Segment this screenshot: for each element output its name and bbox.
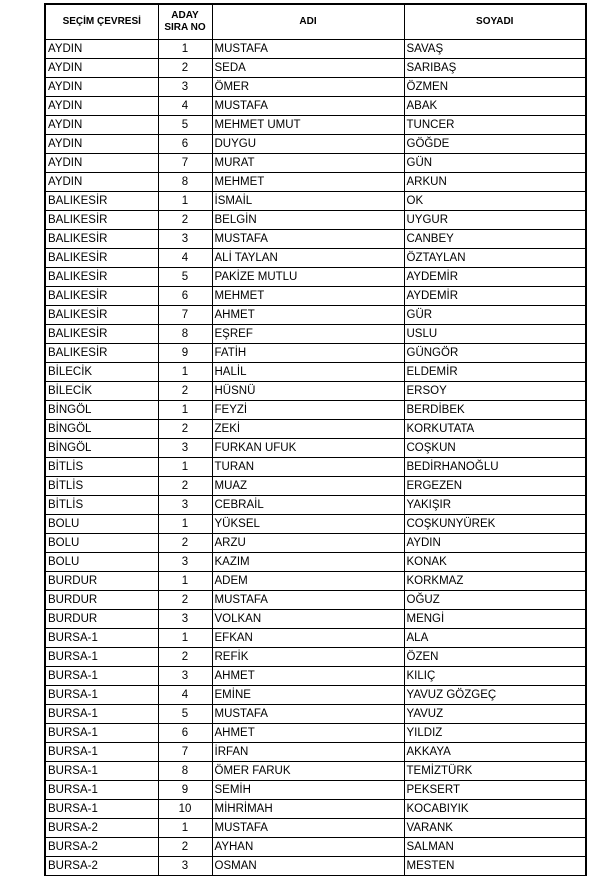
table-row (45, 325, 586, 344)
last-name-cell: COŞKUNYÜREK (404, 515, 586, 534)
order-number-cell: 5 (158, 116, 212, 135)
order-number-cell: 1 (158, 458, 212, 477)
order-number-cell: 10 (158, 800, 212, 819)
district-cell: AYDIN (45, 135, 158, 154)
last-name-cell: UYGUR (404, 211, 586, 230)
district-cell: AYDIN (45, 154, 158, 173)
table-row (45, 724, 586, 743)
first-name-cell: FATİH (212, 344, 404, 363)
district-cell: BURDUR (45, 610, 158, 629)
order-number-cell: 4 (158, 686, 212, 705)
table-row (45, 268, 586, 287)
candidate-table (44, 3, 587, 876)
order-number-cell: 3 (158, 553, 212, 572)
table-row (45, 211, 586, 230)
order-number-cell: 4 (158, 97, 212, 116)
table-row (45, 534, 586, 553)
table-row (45, 287, 586, 306)
first-name-cell: MUAZ (212, 477, 404, 496)
last-name-cell: AKKAYA (404, 743, 586, 762)
district-cell: BURSA-2 (45, 819, 158, 838)
first-name-cell: TURAN (212, 458, 404, 477)
first-name-cell: FEYZİ (212, 401, 404, 420)
table-row (45, 515, 586, 534)
order-number-cell: 1 (158, 40, 212, 59)
order-number-cell: 1 (158, 192, 212, 211)
last-name-cell: YAVUZ GÖZGEÇ (404, 686, 586, 705)
order-number-cell: 3 (158, 857, 212, 876)
last-name-cell: OK (404, 192, 586, 211)
district-cell: AYDIN (45, 59, 158, 78)
district-cell: BİTLİS (45, 496, 158, 515)
order-number-cell: 8 (158, 325, 212, 344)
district-cell: AYDIN (45, 78, 158, 97)
order-number-cell: 6 (158, 287, 212, 306)
order-number-cell: 1 (158, 363, 212, 382)
first-name-cell: AHMET (212, 306, 404, 325)
last-name-cell: COŞKUN (404, 439, 586, 458)
last-name-cell: KONAK (404, 553, 586, 572)
last-name-cell: AYDIN (404, 534, 586, 553)
last-name-cell: ELDEMİR (404, 363, 586, 382)
last-name-cell: AYDEMİR (404, 287, 586, 306)
last-name-cell: MENGİ (404, 610, 586, 629)
table-row (45, 401, 586, 420)
first-name-cell: BELGİN (212, 211, 404, 230)
district-cell: BURSA-1 (45, 762, 158, 781)
first-name-cell: MUSTAFA (212, 97, 404, 116)
table-row (45, 591, 586, 610)
table-row (45, 420, 586, 439)
first-name-cell: MURAT (212, 154, 404, 173)
district-cell: BİTLİS (45, 458, 158, 477)
last-name-cell: ERGEZEN (404, 477, 586, 496)
table-row (45, 230, 586, 249)
first-name-cell: MİHRİMAH (212, 800, 404, 819)
first-name-cell: MUSTAFA (212, 705, 404, 724)
first-name-cell: ADEM (212, 572, 404, 591)
last-name-cell: ÖZTAYLAN (404, 249, 586, 268)
order-number-cell: 1 (158, 819, 212, 838)
header-order-number (158, 4, 212, 40)
first-name-cell: ARZU (212, 534, 404, 553)
order-number-cell: 2 (158, 382, 212, 401)
district-cell: BURSA-1 (45, 800, 158, 819)
header-row (45, 4, 586, 40)
table-body (45, 40, 586, 876)
last-name-cell: KOCABIYIK (404, 800, 586, 819)
table-row (45, 743, 586, 762)
last-name-cell: KORKMAZ (404, 572, 586, 591)
district-cell: BURSA-1 (45, 648, 158, 667)
last-name-cell: OĞUZ (404, 591, 586, 610)
order-number-cell: 3 (158, 667, 212, 686)
table-header (45, 4, 586, 40)
last-name-cell: KILIÇ (404, 667, 586, 686)
district-cell: BİNGÖL (45, 439, 158, 458)
first-name-cell: AHMET (212, 667, 404, 686)
table-row (45, 59, 586, 78)
order-number-cell: 2 (158, 477, 212, 496)
first-name-cell: MUSTAFA (212, 230, 404, 249)
first-name-cell: YÜKSEL (212, 515, 404, 534)
district-cell: BOLU (45, 534, 158, 553)
district-cell: AYDIN (45, 40, 158, 59)
district-cell: BALIKESİR (45, 287, 158, 306)
last-name-cell: BERDİBEK (404, 401, 586, 420)
district-cell: BURDUR (45, 591, 158, 610)
district-cell: BALIKESİR (45, 249, 158, 268)
table-row (45, 40, 586, 59)
district-cell: BURSA-1 (45, 629, 158, 648)
district-cell: BURSA-1 (45, 705, 158, 724)
first-name-cell: ÖMER FARUK (212, 762, 404, 781)
table-row (45, 97, 586, 116)
last-name-cell: VARANK (404, 819, 586, 838)
last-name-cell: TEMİZTÜRK (404, 762, 586, 781)
district-cell: BALIKESİR (45, 344, 158, 363)
table-row (45, 78, 586, 97)
last-name-cell: CANBEY (404, 230, 586, 249)
district-cell: BALIKESİR (45, 192, 158, 211)
order-number-cell: 3 (158, 610, 212, 629)
table-row (45, 629, 586, 648)
first-name-cell: HALİL (212, 363, 404, 382)
order-number-cell: 1 (158, 629, 212, 648)
first-name-cell: ZEKİ (212, 420, 404, 439)
last-name-cell: YAKIŞIR (404, 496, 586, 515)
first-name-cell: VOLKAN (212, 610, 404, 629)
order-number-cell: 7 (158, 306, 212, 325)
table-row (45, 781, 586, 800)
first-name-cell: İRFAN (212, 743, 404, 762)
order-number-cell: 2 (158, 211, 212, 230)
table-row (45, 306, 586, 325)
last-name-cell: SALMAN (404, 838, 586, 857)
order-number-cell: 7 (158, 154, 212, 173)
last-name-cell: YAVUZ (404, 705, 586, 724)
first-name-cell: SEDA (212, 59, 404, 78)
order-number-cell: 6 (158, 135, 212, 154)
first-name-cell: ÖMER (212, 78, 404, 97)
district-cell: BALIKESİR (45, 268, 158, 287)
table-row (45, 648, 586, 667)
table-row (45, 553, 586, 572)
order-number-cell: 8 (158, 762, 212, 781)
first-name-cell: EŞREF (212, 325, 404, 344)
table-row (45, 192, 586, 211)
district-cell: AYDIN (45, 173, 158, 192)
district-cell: BOLU (45, 553, 158, 572)
first-name-cell: ALİ TAYLAN (212, 249, 404, 268)
first-name-cell: MUSTAFA (212, 40, 404, 59)
district-cell: BURDUR (45, 572, 158, 591)
table-row (45, 838, 586, 857)
first-name-cell: EMİNE (212, 686, 404, 705)
first-name-cell: AYHAN (212, 838, 404, 857)
last-name-cell: YILDIZ (404, 724, 586, 743)
last-name-cell: ERSOY (404, 382, 586, 401)
district-cell: BURSA-2 (45, 857, 158, 876)
last-name-cell: GÖĞDE (404, 135, 586, 154)
first-name-cell: DUYGU (212, 135, 404, 154)
order-number-cell: 5 (158, 268, 212, 287)
first-name-cell: OSMAN (212, 857, 404, 876)
district-cell: BURSA-1 (45, 743, 158, 762)
order-number-cell: 5 (158, 705, 212, 724)
table-row (45, 762, 586, 781)
last-name-cell: MESTEN (404, 857, 586, 876)
district-cell: BİLECİK (45, 382, 158, 401)
first-name-cell: MUSTAFA (212, 591, 404, 610)
district-cell: BİLECİK (45, 363, 158, 382)
order-number-cell: 9 (158, 781, 212, 800)
last-name-cell: PEKSERT (404, 781, 586, 800)
district-cell: BOLU (45, 515, 158, 534)
last-name-cell: TUNCER (404, 116, 586, 135)
order-number-cell: 2 (158, 591, 212, 610)
district-cell: BALIKESİR (45, 325, 158, 344)
first-name-cell: MEHMET (212, 287, 404, 306)
order-number-cell: 2 (158, 420, 212, 439)
last-name-cell: GÜR (404, 306, 586, 325)
header-order-line1: ADAY (171, 10, 199, 21)
first-name-cell: SEMİH (212, 781, 404, 800)
last-name-cell: SAVAŞ (404, 40, 586, 59)
last-name-cell: AYDEMİR (404, 268, 586, 287)
last-name-cell: ABAK (404, 97, 586, 116)
table-row (45, 344, 586, 363)
candidate-list-sheet (44, 3, 585, 876)
order-number-cell: 2 (158, 59, 212, 78)
table-row (45, 439, 586, 458)
order-number-cell: 3 (158, 78, 212, 97)
order-number-cell: 9 (158, 344, 212, 363)
order-number-cell: 2 (158, 838, 212, 857)
district-cell: BURSA-1 (45, 781, 158, 800)
table-row (45, 572, 586, 591)
last-name-cell: ÖZEN (404, 648, 586, 667)
order-number-cell: 2 (158, 534, 212, 553)
last-name-cell: ALA (404, 629, 586, 648)
order-number-cell: 3 (158, 230, 212, 249)
order-number-cell: 4 (158, 249, 212, 268)
last-name-cell: USLU (404, 325, 586, 344)
first-name-cell: EFKAN (212, 629, 404, 648)
last-name-cell: ÖZMEN (404, 78, 586, 97)
order-number-cell: 8 (158, 173, 212, 192)
table-row (45, 705, 586, 724)
table-row (45, 135, 586, 154)
district-cell: BALIKESİR (45, 306, 158, 325)
first-name-cell: İSMAİL (212, 192, 404, 211)
first-name-cell: PAKİZE MUTLU (212, 268, 404, 287)
table-row (45, 477, 586, 496)
order-number-cell: 6 (158, 724, 212, 743)
table-row (45, 857, 586, 876)
table-row (45, 667, 586, 686)
district-cell: BURSA-1 (45, 724, 158, 743)
header-order-line2: SIRA NO (164, 22, 206, 33)
table-row (45, 610, 586, 629)
first-name-cell: MEHMET (212, 173, 404, 192)
order-number-cell: 1 (158, 572, 212, 591)
header-district: SEÇİM ÇEVRESİ (45, 4, 158, 40)
table-row (45, 458, 586, 477)
order-number-cell: 3 (158, 496, 212, 515)
district-cell: BALIKESİR (45, 230, 158, 249)
district-cell: BURSA-1 (45, 667, 158, 686)
district-cell: BİTLİS (45, 477, 158, 496)
last-name-cell: BEDİRHANOĞLU (404, 458, 586, 477)
order-number-cell: 3 (158, 439, 212, 458)
first-name-cell: FURKAN UFUK (212, 439, 404, 458)
district-cell: AYDIN (45, 116, 158, 135)
table-row (45, 819, 586, 838)
order-number-cell: 1 (158, 515, 212, 534)
order-number-cell: 1 (158, 401, 212, 420)
first-name-cell: AHMET (212, 724, 404, 743)
table-row (45, 363, 586, 382)
first-name-cell: CEBRAİL (212, 496, 404, 515)
district-cell: BİNGÖL (45, 401, 158, 420)
first-name-cell: MUSTAFA (212, 819, 404, 838)
table-row (45, 154, 586, 173)
header-last-name: SOYADI (404, 4, 586, 40)
district-cell: BURSA-2 (45, 838, 158, 857)
district-cell: AYDIN (45, 97, 158, 116)
table-row (45, 116, 586, 135)
last-name-cell: KORKUTATA (404, 420, 586, 439)
table-row (45, 496, 586, 515)
last-name-cell: SARIBAŞ (404, 59, 586, 78)
table-row (45, 800, 586, 819)
first-name-cell: REFİK (212, 648, 404, 667)
district-cell: BURSA-1 (45, 686, 158, 705)
district-cell: BALIKESİR (45, 211, 158, 230)
first-name-cell: MEHMET UMUT (212, 116, 404, 135)
order-number-cell: 2 (158, 648, 212, 667)
header-first-name: ADI (212, 4, 404, 40)
first-name-cell: HÜSNÜ (212, 382, 404, 401)
table-row (45, 686, 586, 705)
table-row (45, 173, 586, 192)
table-row (45, 249, 586, 268)
table-row (45, 382, 586, 401)
last-name-cell: GÜNGÖR (404, 344, 586, 363)
district-cell: BİNGÖL (45, 420, 158, 439)
first-name-cell: KAZIM (212, 553, 404, 572)
last-name-cell: GÜN (404, 154, 586, 173)
order-number-cell: 7 (158, 743, 212, 762)
last-name-cell: ARKUN (404, 173, 586, 192)
